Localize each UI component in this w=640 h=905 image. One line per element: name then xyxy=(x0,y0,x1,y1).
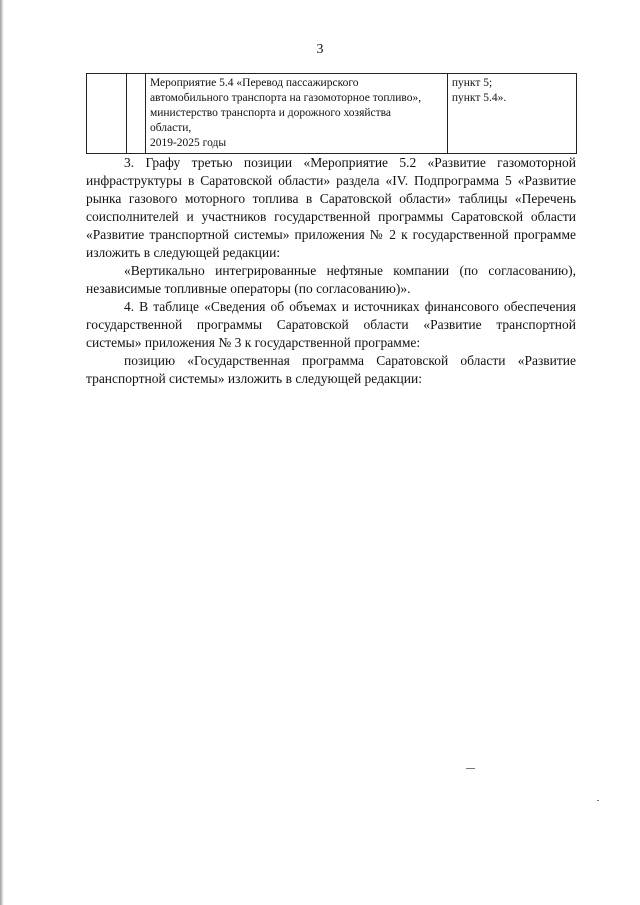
description-line: автомобильного транспорта на газомоторное топливо», xyxy=(149,92,422,104)
scan-speck xyxy=(466,768,475,769)
paragraph-item-4: 4. В таблице «Сведения об объемах и источниках финансового обеспечения государственной программы Саратовской области «Развитие транспортной системы» приложения № 3 к государственной программе: xyxy=(86,299,576,350)
page-number: 3 xyxy=(316,42,324,57)
table-row xyxy=(87,74,577,154)
description-line: Мероприятие 5.4 «Перевод пассажирского xyxy=(149,77,359,89)
table-cell-code xyxy=(126,74,145,154)
continuation-table xyxy=(86,73,577,154)
paragraph-item-3: 3. Графу третью позиции «Мероприятие 5.2 «Развитие газомоторной инфраструктуры в Саратовской области» раздела «IV. Подпрограмма 5 «Развитие рынка газового моторного топлива в Саратовской области» таблицы «Перечень соисполнителей и участников государственной программы Саратовской области «Развитие транспортной системы» приложения № 2 к государственной программе изложить в следующей редакции: xyxy=(86,155,576,260)
table-cell-description xyxy=(145,74,447,154)
description-line: 2019-2025 годы xyxy=(149,137,227,149)
table-cell-number xyxy=(87,74,127,154)
paragraph-quote: «Вертикально интегрированные нефтяные компании (по согласованию), независимые топливные операторы (по согласованию)». xyxy=(86,263,576,296)
table-cell-reference xyxy=(447,74,576,154)
paragraph-position: позицию «Государственная программа Саратовской области «Развитие транспортной системы» изложить в следующей редакции: xyxy=(86,353,576,386)
reference-line: пункт 5.4». xyxy=(451,92,507,104)
description-line: области, xyxy=(149,122,192,134)
scan-speck xyxy=(597,800,599,801)
description-line: министерство транспорта и дорожного хозяйства xyxy=(149,107,392,119)
scan-edge xyxy=(0,0,4,905)
document-body xyxy=(86,154,576,388)
reference-line: пункт 5; xyxy=(451,77,493,89)
